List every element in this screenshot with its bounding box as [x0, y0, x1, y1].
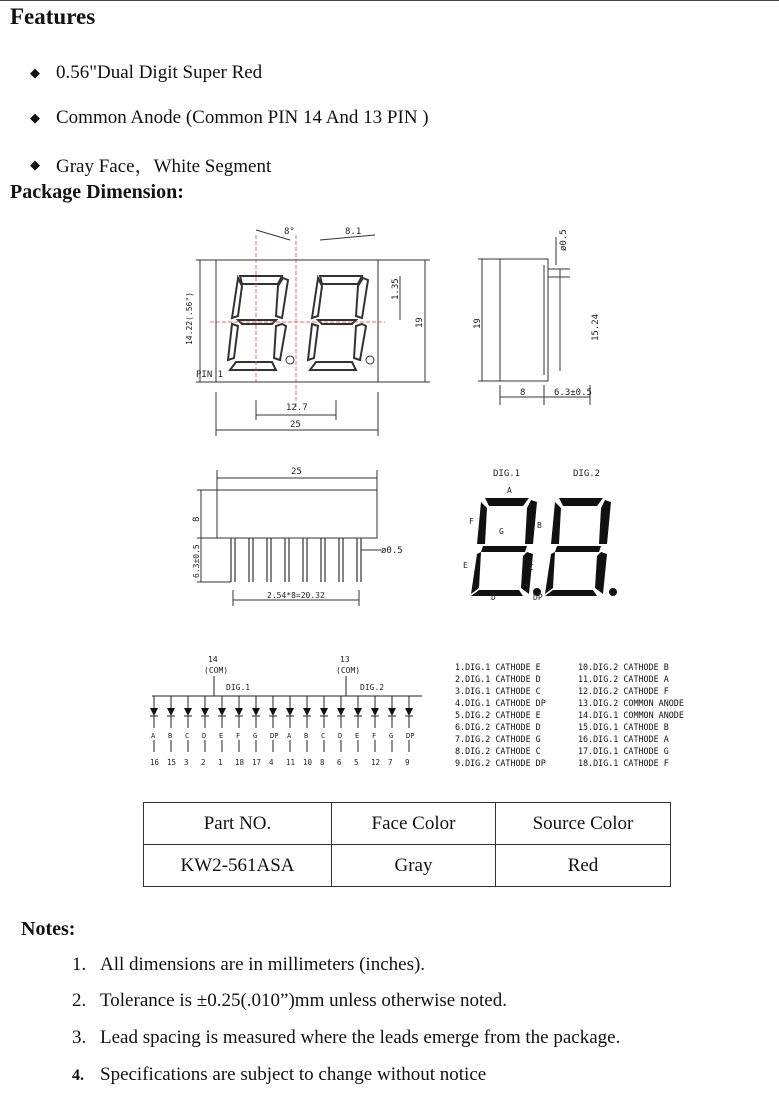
svg-text:8: 8: [192, 516, 202, 522]
pin-number: 4: [269, 758, 274, 767]
pin-number: 8: [320, 758, 325, 767]
svg-text:6.3±0.5: 6.3±0.5: [192, 544, 201, 578]
segment-label: F: [372, 732, 377, 740]
diode-symbol: [371, 696, 379, 752]
pin-number: 3: [184, 758, 189, 767]
diode-symbol: [354, 696, 362, 752]
diode-symbol: [337, 696, 345, 752]
svg-text:DIG.1: DIG.1: [493, 469, 521, 479]
svg-text:B: B: [537, 521, 542, 530]
diode-array: [150, 696, 413, 752]
pin-number: 1: [218, 758, 223, 767]
diode-symbol: [405, 696, 413, 752]
svg-text:A: A: [507, 486, 512, 495]
svg-text:19: 19: [415, 317, 425, 328]
diode-symbol: [184, 696, 192, 752]
diode-symbol: [388, 696, 396, 752]
svg-text:8.1: 8.1: [345, 227, 362, 237]
diamond-bullet-icon: ◆: [30, 110, 40, 125]
table-header: Source Color: [496, 803, 671, 845]
svg-text:14.22(.56"): 14.22(.56"): [185, 292, 194, 345]
table-row: [144, 845, 671, 887]
diode-symbol: [320, 696, 328, 752]
svg-text:19: 19: [473, 318, 483, 329]
svg-text:25: 25: [291, 467, 302, 477]
segment-label: B: [304, 732, 309, 740]
diode-symbol: [252, 696, 260, 752]
bottom-view-drawing: [185, 460, 415, 620]
svg-text:DP: DP: [533, 593, 543, 602]
svg-text:PIN 1: PIN 1: [196, 370, 224, 380]
svg-text:12.7: 12.7: [286, 403, 308, 413]
pinout-list-left: 1.DIG.1 CATHODE E 2.DIG.1 CATHODE D 3.DIG.1 CATHODE C 4.DIG.1 CATHODE DP 5.DIG.2 CATHODE E 6.DIG.2 CATHODE D 7.DIG.2 CATHODE G 8.DIG.2 CATHODE C 9.DIG.2 CATHODE DP: [455, 662, 546, 768]
pin-number: 10: [303, 758, 313, 767]
svg-text:(COM): (COM): [336, 666, 361, 675]
part-table: [143, 802, 671, 887]
diode-symbol: [218, 696, 226, 752]
svg-text:DIG.1: DIG.1: [226, 683, 251, 692]
svg-text:15.24: 15.24: [591, 313, 601, 341]
svg-text:DIG.2: DIG.2: [573, 469, 601, 479]
segment-label: C: [185, 732, 190, 740]
svg-text:2.54*8=20.32: 2.54*8=20.32: [267, 591, 325, 600]
svg-text:F: F: [469, 517, 474, 526]
pin-number: 11: [286, 758, 296, 767]
note-item: 3. Lead spacing is measured where the leads emerge from the package.: [72, 1027, 621, 1048]
pin-number: 16: [150, 758, 160, 767]
note-item: 1. All dimensions are in millimeters (inches).: [72, 954, 426, 975]
svg-text:25: 25: [290, 420, 301, 430]
segment-label: A: [287, 732, 292, 740]
pin-number: 6: [337, 758, 342, 767]
feature-item: ◆ 0.56"Dual Digit Super Red: [30, 62, 263, 83]
pin-number: 9: [405, 758, 410, 767]
svg-text:(COM): (COM): [204, 666, 229, 675]
diamond-bullet-icon: ◆: [30, 65, 40, 80]
svg-text:D: D: [491, 593, 496, 602]
feature-item: ◆ Gray Face，White Segment: [30, 156, 272, 177]
segment-label: DP: [406, 732, 415, 740]
svg-text:13: 13: [340, 655, 350, 664]
segment-label: A: [151, 732, 156, 740]
segment-diagram: [455, 460, 635, 610]
front-view-drawing: [170, 220, 440, 440]
table-cell: Gray: [332, 845, 496, 887]
pin-number: 5: [354, 758, 359, 767]
segment-label: C: [321, 732, 326, 740]
circuit-diagram: [140, 650, 430, 772]
pin-number: 2: [201, 758, 206, 767]
segment-labels: [151, 732, 414, 740]
svg-text:G: G: [499, 527, 504, 536]
pin-number-labels: [150, 758, 410, 767]
table-header: Face Color: [332, 803, 496, 845]
top-rule: [0, 0, 779, 1]
diode-symbol: [235, 696, 243, 752]
pin-number: 15: [167, 758, 177, 767]
package-dimension-heading: Package Dimension:: [10, 181, 184, 203]
segment-label: E: [219, 732, 224, 740]
svg-text:14: 14: [208, 655, 218, 664]
svg-text:1.35: 1.35: [391, 278, 401, 300]
table-header-row: [144, 803, 671, 845]
svg-text:DIG.2: DIG.2: [360, 683, 385, 692]
segment-label: DP: [270, 732, 279, 740]
diode-symbol: [286, 696, 294, 752]
note-item: 2. Tolerance is ±0.25(.010”)mm unless otherwise noted.: [72, 990, 507, 1011]
note-item: 4. Specifications are subject to change without notice: [72, 1064, 487, 1085]
diode-symbol: [269, 696, 277, 752]
svg-text:ø0.5: ø0.5: [381, 546, 403, 556]
table-cell: KW2-561ASA: [144, 845, 332, 887]
svg-text:E: E: [463, 561, 468, 570]
svg-text:C: C: [529, 563, 534, 572]
pin-number: 18: [235, 758, 245, 767]
segment-label: D: [202, 732, 207, 740]
segment-label: E: [355, 732, 360, 740]
feature-item: ◆ Common Anode (Common PIN 14 And 13 PIN ): [30, 107, 429, 128]
segment-label: G: [253, 732, 258, 740]
svg-text:8°: 8°: [284, 227, 295, 237]
diamond-bullet-icon: ◆: [30, 156, 40, 172]
side-view-drawing: [470, 225, 620, 410]
pinout-list-right: 10.DIG.2 CATHODE B 11.DIG.2 CATHODE A 12.DIG.2 CATHODE F 13.DIG.2 COMMON ANODE 14.DIG.1 COMMON ANODE 15.DIG.1 CATHODE B 16.DIG.1 CATHODE A 17.DIG.1 CATHODE G 18.DIG.1 CATHODE F: [578, 662, 684, 768]
pin-number: 7: [388, 758, 393, 767]
segment-label: D: [338, 732, 343, 740]
svg-text:6.3±0.5: 6.3±0.5: [554, 388, 592, 398]
svg-text:ø0.5: ø0.5: [559, 229, 569, 251]
table-header: Part NO.: [144, 803, 332, 845]
pin-number: 12: [371, 758, 381, 767]
segment-label: B: [168, 732, 173, 740]
diode-symbol: [201, 696, 209, 752]
diode-symbol: [167, 696, 175, 752]
svg-text:8: 8: [520, 388, 526, 398]
segment-label: F: [236, 732, 241, 740]
diode-symbol: [303, 696, 311, 752]
diode-symbol: [150, 696, 158, 752]
pin-number: 17: [252, 758, 262, 767]
table-cell: Red: [496, 845, 671, 887]
notes-heading: Notes:: [21, 918, 76, 940]
segment-label: G: [389, 732, 394, 740]
features-heading: Features: [10, 4, 96, 29]
